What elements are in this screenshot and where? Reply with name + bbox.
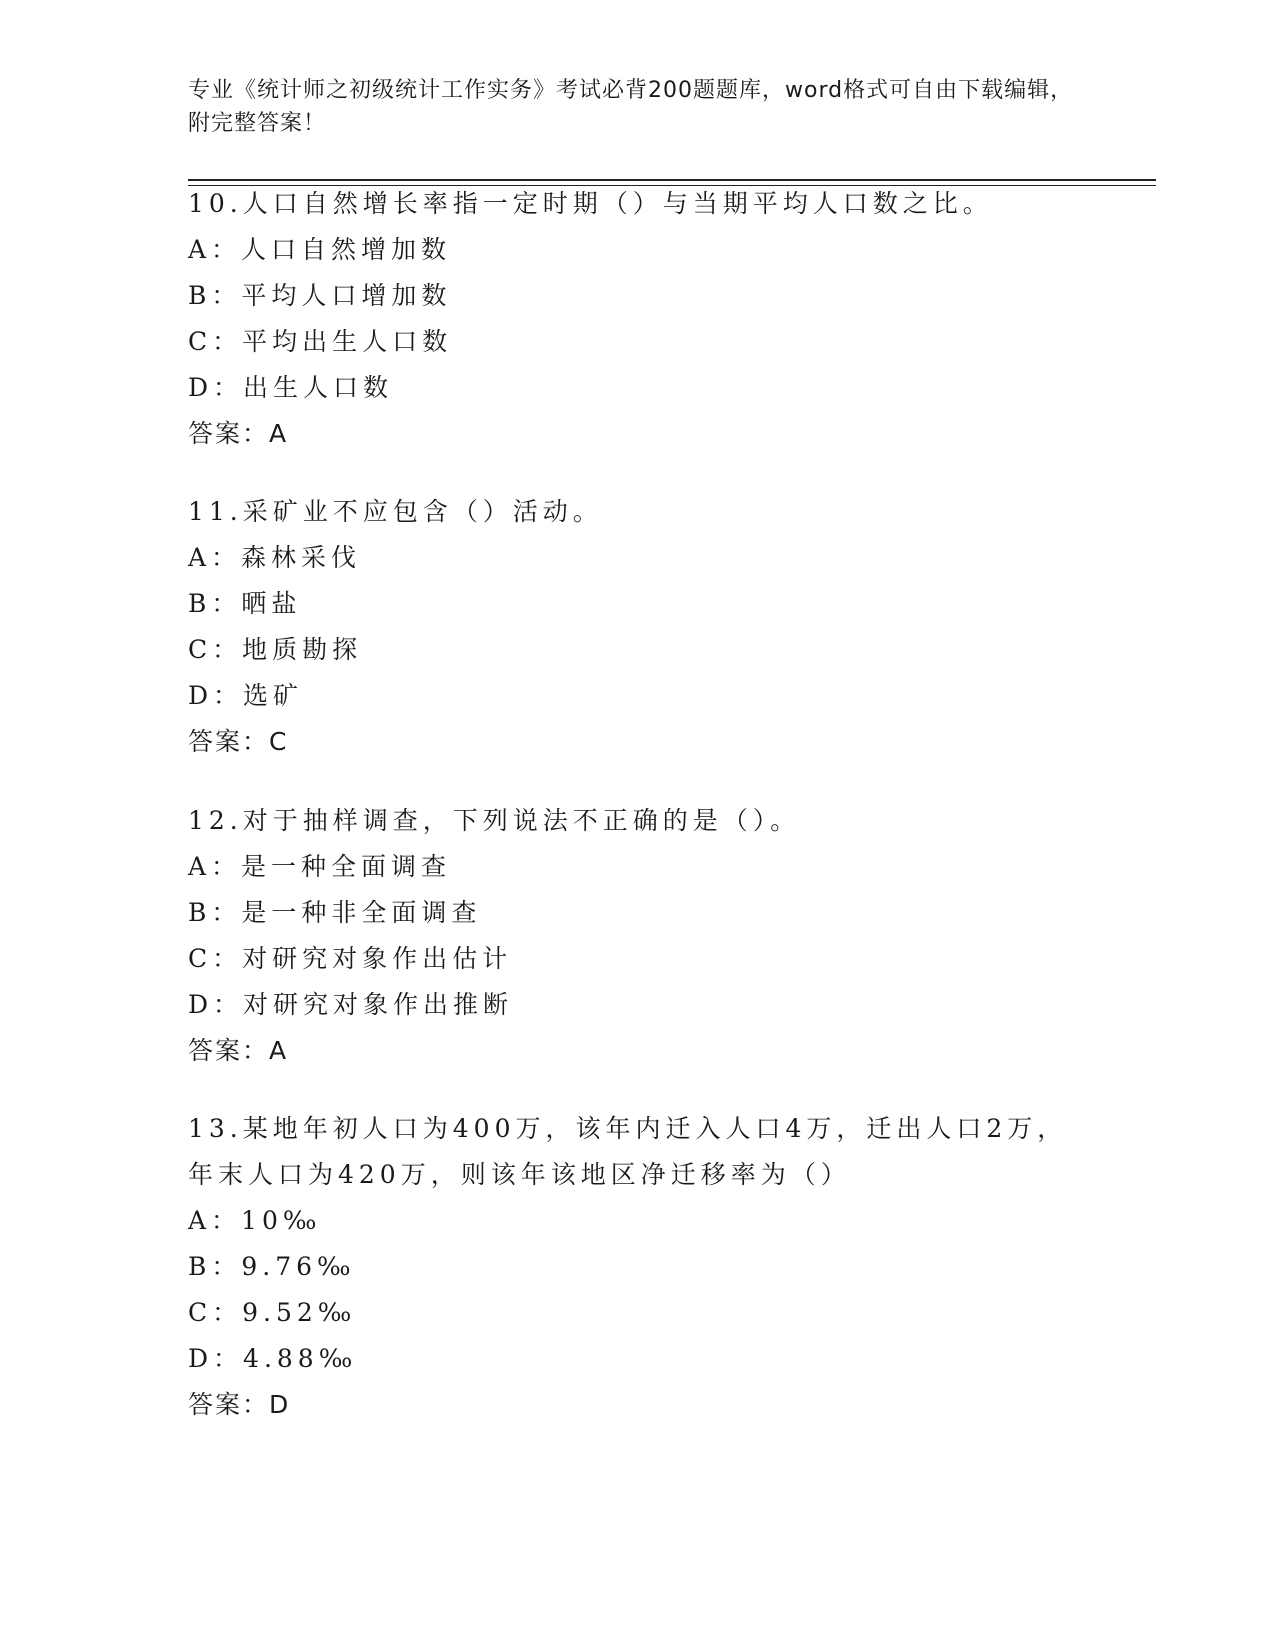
option-d: D：出生人口数 [188, 373, 394, 402]
answer-line: 答案：A [188, 1036, 289, 1065]
option-c: C：对研究对象作出估计 [188, 944, 513, 973]
option-c: C：地质勘探 [188, 635, 363, 664]
question-block [188, 798, 1088, 1074]
option-a: A：森林采伐 [188, 543, 362, 572]
option-a: A：10‰ [188, 1206, 322, 1235]
option-c: C：9.52‰ [188, 1298, 357, 1327]
option-d: D：对研究对象作出推断 [188, 990, 514, 1019]
option-a: A：人口自然增加数 [188, 235, 452, 264]
option-b: B：是一种非全面调查 [188, 898, 482, 927]
answer-line: 答案：D [188, 1390, 291, 1419]
question-stem: 11.采矿业不应包含（）活动。 [188, 497, 603, 526]
option-b: B：晒盐 [188, 589, 302, 618]
answer-line: 答案：C [188, 727, 289, 756]
option-b: B：平均人口增加数 [188, 281, 452, 310]
option-b: B：9.76‰ [188, 1252, 356, 1281]
option-d: D：选矿 [188, 681, 304, 710]
option-a: A：是一种全面调查 [188, 852, 452, 881]
question-block [188, 181, 1088, 457]
option-c: C：平均出生人口数 [188, 327, 453, 356]
question-block [188, 1106, 1088, 1428]
question-stem: 10.人口自然增长率指一定时期（）与当期平均人口数之比。 [188, 189, 993, 218]
question-block [188, 489, 1088, 765]
question-stem: 13.某地年初人口为400万，该年内迁入人口4万，迁出人口2万，年末人口为420万，则该年该地区净迁移率为（） [188, 1114, 1068, 1189]
option-d: D：4.88‰ [188, 1344, 358, 1373]
question-stem: 12.对于抽样调查，下列说法不正确的是（）。 [188, 806, 801, 835]
document-header: 专业《统计师之初级统计工作实务》考试必背200题题库，word格式可自由下载编辑，附完整答案！ [188, 78, 1074, 136]
answer-line: 答案：A [188, 419, 289, 448]
